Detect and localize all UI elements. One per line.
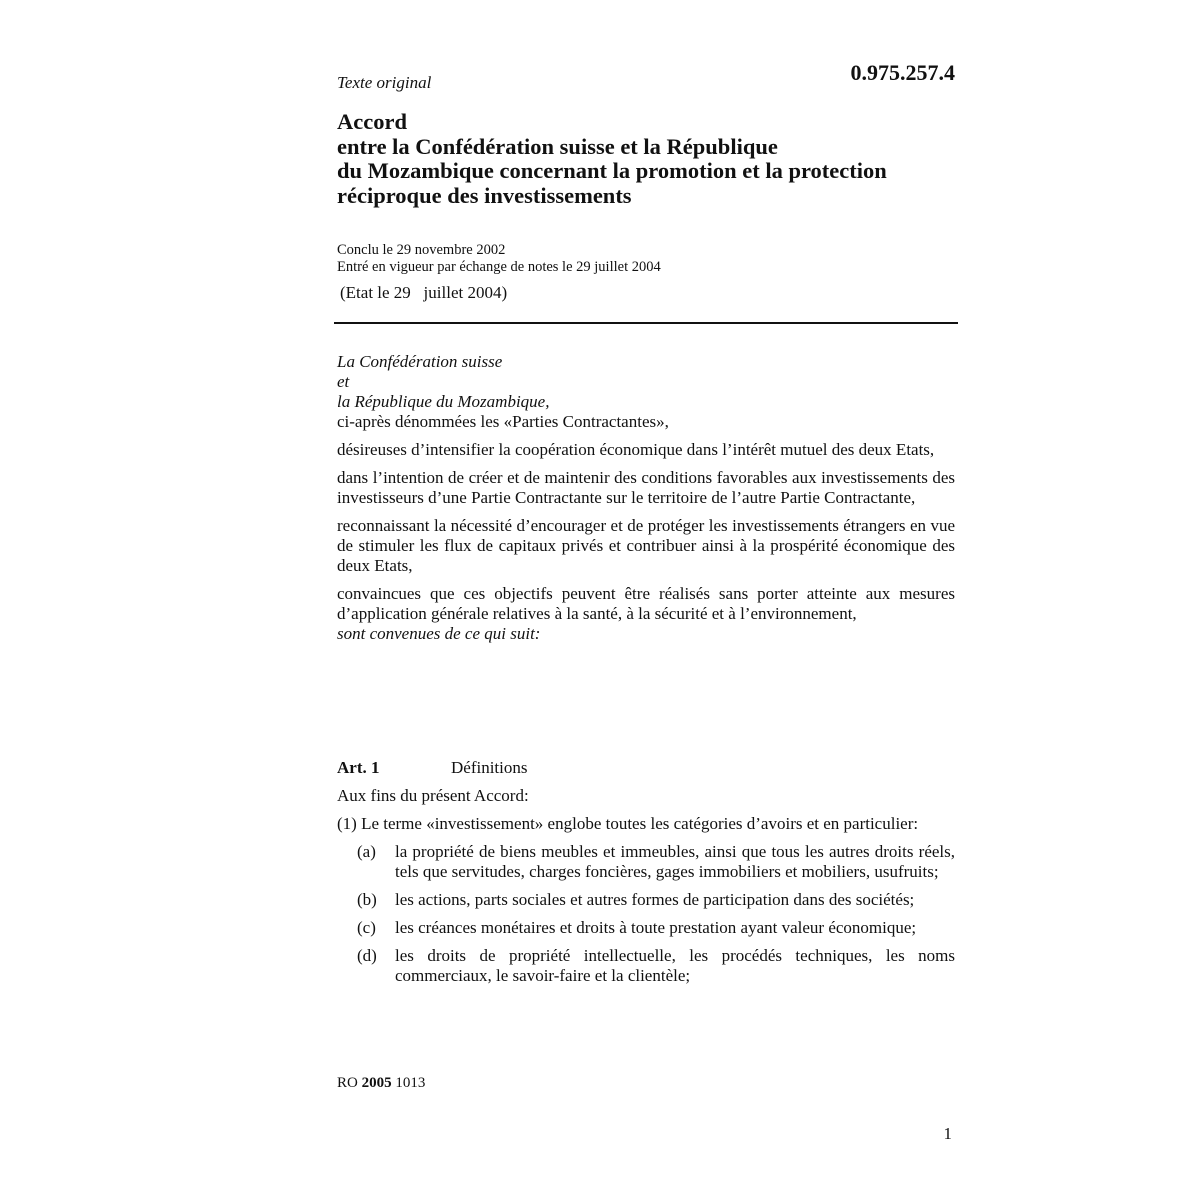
- article-number: Art. 1: [337, 758, 380, 777]
- list-item: [337, 842, 955, 882]
- status-date: (Etat le 29 juillet 2004): [340, 283, 508, 302]
- list-item-text: les actions, parts sociales et autres formes de participation dans des sociétés;: [395, 890, 915, 909]
- list-item: [337, 946, 955, 986]
- title-line: du Mozambique concernant la promotion et la protection: [337, 158, 887, 183]
- concluded-date: Conclu le 29 novembre 2002: [337, 242, 506, 258]
- list-item-text: la propriété de biens meubles et immeubles, ainsi que tous les autres droits réels, tels que servitudes, charges foncières, gages immobiliers et mobiliers, usufruits;: [395, 842, 955, 881]
- designation: ci-après dénommées les «Parties Contractantes»,: [337, 412, 669, 431]
- document-page: [337, 0, 957, 1200]
- article-body: [337, 786, 955, 994]
- ro-page: 1013: [395, 1075, 426, 1091]
- article-heading: [337, 758, 528, 778]
- list-item-text: les droits de propriété intellectuelle, les procédés techniques, les noms commerciaux, le savoir-faire et la clientèle;: [395, 946, 955, 985]
- entry-into-force: Entré en vigueur par échange de notes le 29 juillet 2004: [337, 259, 661, 275]
- preamble-closing: sont convenues de ce qui suit:: [337, 624, 541, 643]
- ro-year: 2005: [361, 1075, 392, 1091]
- preamble-paragraph: désireuses d’intensifier la coopération économique dans l’intérêt mutuel des deux Etats,: [337, 440, 935, 459]
- document-title: [337, 110, 957, 208]
- article-paragraph: (1) Le terme «investissement» englobe toutes les catégories d’avoirs et en particulier:: [337, 814, 919, 833]
- list-item-label: (d): [357, 946, 377, 965]
- page-number: 1: [943, 1124, 952, 1143]
- preamble: [337, 352, 955, 644]
- article-intro: Aux fins du présent Accord:: [337, 786, 529, 805]
- conjunction: et: [337, 372, 350, 391]
- list-item-label: (a): [357, 842, 376, 861]
- list-item-text: les créances monétaires et droits à toute prestation ayant valeur économique;: [395, 918, 917, 937]
- article-title: Définitions: [451, 758, 528, 777]
- preamble-paragraph: reconnaissant la nécessité d’encourager et de protéger les investissements étrangers en vue de stimuler les flux de capitaux privés et contribuer ainsi à la prospérité économique des deux Etats,: [337, 516, 955, 575]
- document-metadata: [337, 242, 661, 276]
- ro-prefix: RO: [337, 1075, 358, 1091]
- official-compilation-reference: [337, 1075, 425, 1092]
- horizontal-rule: [334, 322, 958, 324]
- list-item: [337, 890, 955, 910]
- title-line: réciproque des investissements: [337, 182, 632, 208]
- list-item-label: (b): [357, 890, 377, 909]
- party-1: La Confédération suisse: [337, 352, 503, 371]
- title-line: entre la Confédération suisse et la République: [337, 133, 778, 159]
- preamble-paragraph: dans l’intention de créer et de maintenir des conditions favorables aux investissements des investisseurs d’une Partie Contractante sur le territoire de l’autre Partie Contractante,: [337, 468, 955, 507]
- original-text-label: Texte original: [337, 73, 432, 92]
- list-item: [337, 918, 955, 938]
- title-line: Accord: [337, 109, 407, 134]
- party-2: la République du Mozambique,: [337, 392, 550, 411]
- list-item-label: (c): [357, 918, 376, 937]
- preamble-paragraph: convaincues que ces objectifs peuvent être réalisés sans porter atteinte aux mesures d’application générale relatives à la santé, à la sécurité et à l’environnement,: [337, 584, 955, 623]
- sr-number: 0.975.257.4: [850, 60, 955, 85]
